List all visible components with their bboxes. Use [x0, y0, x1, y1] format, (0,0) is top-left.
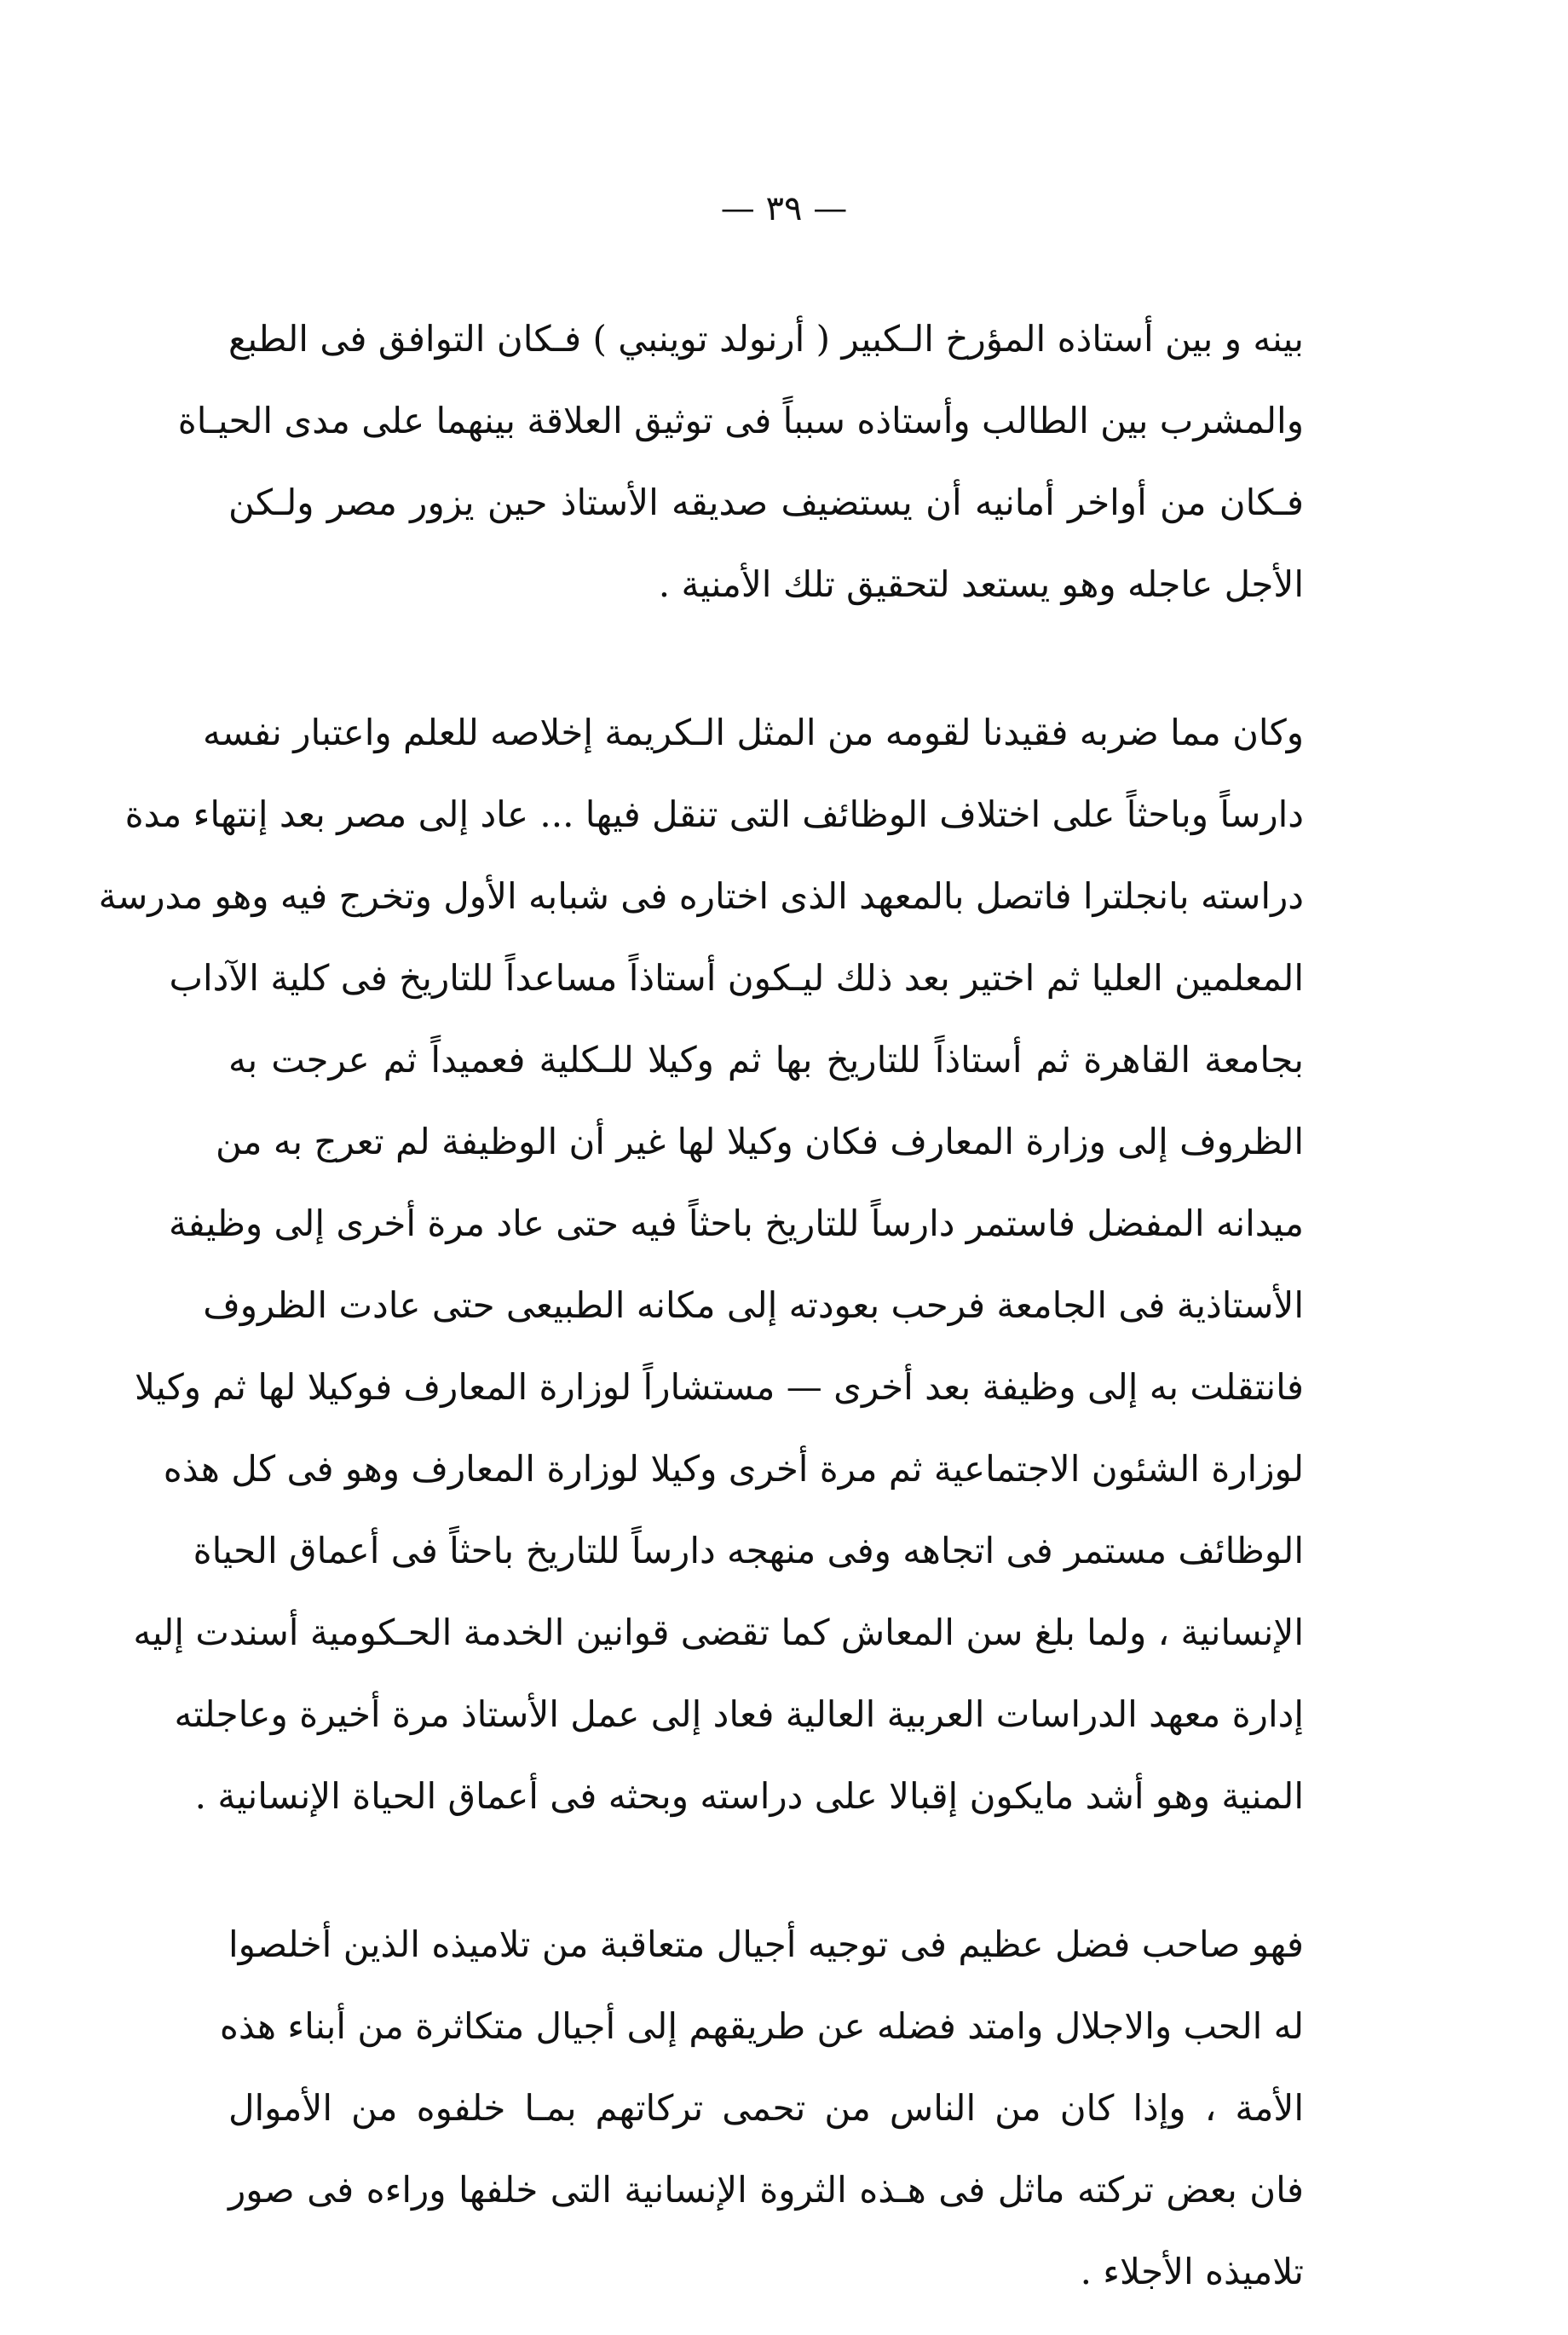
- text-line: فان بعض تركته ماثل فى هـذه الثروة الإنسانية التى خلفها وراءه فى صور: [228, 2169, 1304, 2211]
- paragraph-gap: [228, 1837, 1304, 1904]
- text-line: الإنسانية ، ولما بلغ سن المعاش كما تقضى قوانين الخدمة الحـكومية أسندت إليه: [133, 1611, 1304, 1653]
- text-line: بينه و بين أستاذه المؤرخ الـكبير ( أرنولد توينبي ) فـكان التوافق فى الطبع: [228, 318, 1304, 360]
- paragraph-3: [219, 1904, 1304, 2313]
- text-line: فانتقلت به إلى وظيفة بعد أخرى — مستشاراً لوزارة المعارف فوكيلا لها ثم وكيلا: [134, 1366, 1304, 1408]
- text-line: الأجل عاجله وهو يستعد لتحقيق تلك الأمنية .: [658, 563, 1304, 605]
- text-line: المنية وهو أشد مايكون إقبالا على دراسته وبحثه فى أعماق الحياة الإنسانية .: [194, 1775, 1304, 1817]
- text-line: تلاميذه الأجلاء .: [1080, 2251, 1304, 2292]
- paragraph-2: [98, 692, 1304, 1837]
- text-line: الأستاذية فى الجامعة فرحب بعودته إلى مكانه الطبيعى حتى عادت الظروف: [203, 1284, 1304, 1326]
- paragraph-gap: [228, 626, 1304, 692]
- body-text: [98, 298, 1304, 2313]
- text-line: وكان مما ضربه فقيدنا لقومه من المثل الـكريمة إخلاصه للعلم واعتبار نفسه: [202, 712, 1304, 753]
- text-line: فـكان من أواخر أمانيه أن يستضيف صديقه الأستاذ حين يزور مصر ولـكن: [228, 481, 1304, 523]
- text-line: دراسته بانجلترا فاتصل بالمعهد الذى اختاره فى شبابه الأول وتخرج فيه وهو مدرسة: [98, 875, 1304, 917]
- text-line: المعلمين العليا ثم اختير بعد ذلك ليـكون أستاذاً مساعداً للتاريخ فى كلية الآداب: [169, 957, 1304, 999]
- text-line: فهو صاحب فضل عظيم فى توجيه أجيال متعاقبة من تلاميذه الذين أخلصوا: [228, 1923, 1304, 1965]
- text-line: الأمة ، وإذا كان من الناس من تحمى تركاتهم بمـا خلفوه من الأموال: [228, 2087, 1304, 2129]
- text-line: دارساً وباحثاً على اختلاف الوظائف التى تنقل فيها ... عاد إلى مصر بعد إنتهاء مدة: [124, 793, 1304, 835]
- text-line: الظروف إلى وزارة المعارف فكان وكيلا لها غير أن الوظيفة لم تعرج به من: [216, 1121, 1304, 1162]
- paragraph-1: [177, 298, 1304, 626]
- page-number: — ٣٩ —: [720, 189, 848, 228]
- text-line: ميدانه المفضل فاستمر دارساً للتاريخ باحثاً فيه حتى عاد مرة أخرى إلى وظيفة: [169, 1202, 1304, 1244]
- text-line: له الحب والاجلال وامتد فضله عن طريقهم إلى أجيال متكاثرة من أبناء هذه: [219, 2005, 1304, 2047]
- text-line: لوزارة الشئون الاجتماعية ثم مرة أخرى وكيلا لوزارة المعارف وهو فى كل هذه: [163, 1448, 1304, 1490]
- text-line: والمشرب بين الطالب وأستاذه سبباً فى توثيق العلاقة بينهما على مدى الحيـاة: [177, 400, 1304, 441]
- text-line: الوظائف مستمر فى اتجاهه وفى منهجه دارساً للتاريخ باحثاً فى أعماق الحياة: [193, 1530, 1304, 1571]
- text-line: بجامعة القاهرة ثم أستاذاً للتاريخ بها ثم وكيلا للـكلية فعميداً ثم عرجت به: [228, 1039, 1304, 1081]
- text-line: إدارة معهد الدراسات العربية العالية فعاد إلى عمل الأستاذ مرة أخيرة وعاجلته: [174, 1693, 1304, 1735]
